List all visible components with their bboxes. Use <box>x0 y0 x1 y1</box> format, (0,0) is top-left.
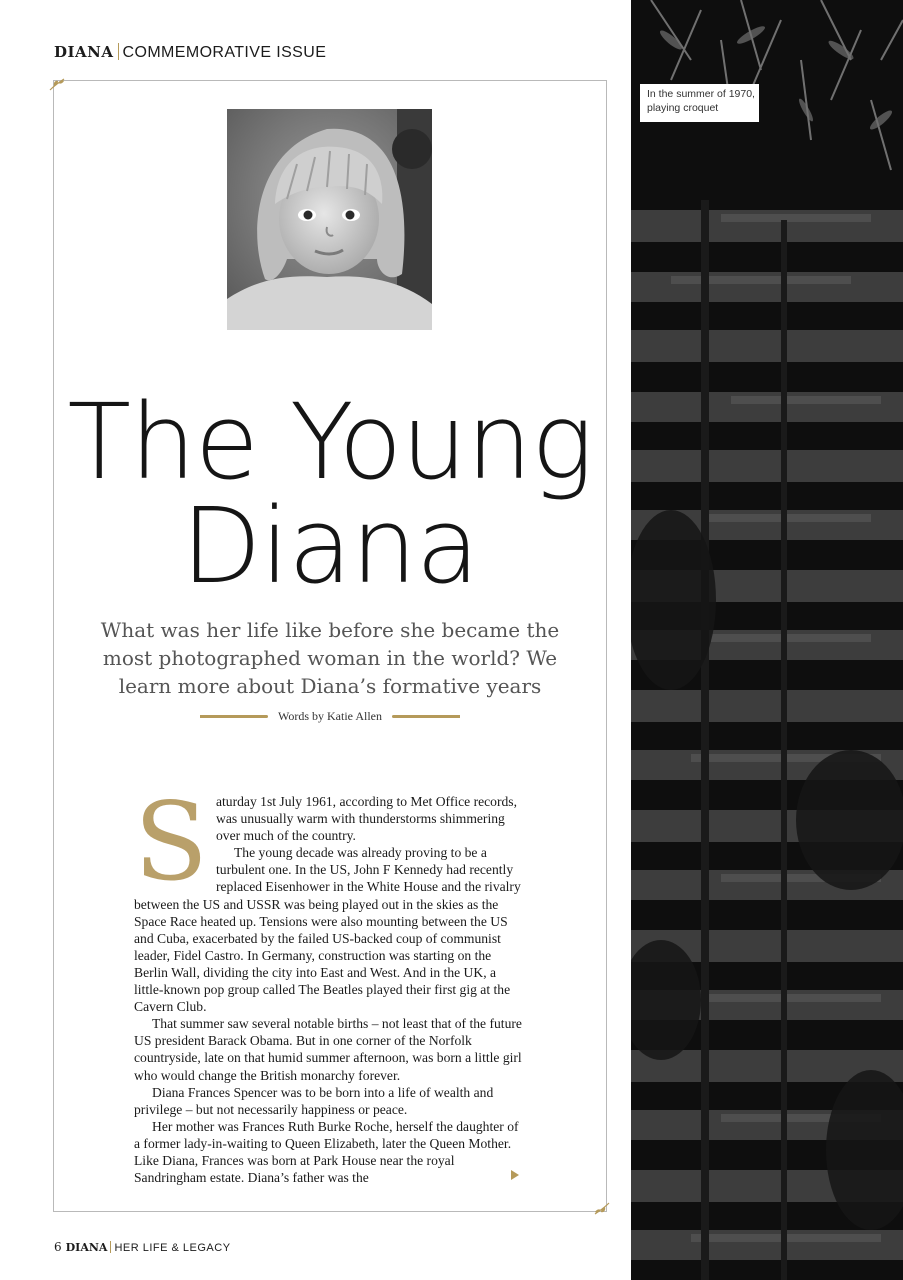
page-number: 6 <box>54 1240 62 1254</box>
body-paragraph: Her mother was Frances Ruth Burke Roche, herself the daughter of a former lady-in-waiting to Queen Elizabeth, later the Queen Mother. Like Diana, Frances was born at Park House near the royal Sandringham estate. Diana’s father was the <box>134 1118 519 1186</box>
title-line-2: Diana <box>181 485 479 607</box>
page-footer <box>54 1240 231 1255</box>
body-paragraph: aturday 1st July 1961, according to Met Office records, was unusually warm with thunderstorms shimmering over much of the country. <box>216 794 517 844</box>
footer-divider <box>110 1241 111 1253</box>
footer-brand: DIANA <box>65 1241 108 1254</box>
article-body <box>134 780 526 1186</box>
byline-text: Words by Katie Allen <box>277 709 382 723</box>
leaf-ornament-icon <box>49 77 65 91</box>
childhood-portrait-photo <box>227 109 432 330</box>
footer-subtitle: HER LIFE & LEGACY <box>114 1242 231 1254</box>
title-line-1: The Young <box>67 381 593 503</box>
standfirst: What was her life like before she became the most photographed woman in the world? We learn more about Diana’s formative years <box>100 618 560 698</box>
byline-rule-right <box>392 715 460 718</box>
croquet-photo <box>631 0 903 1280</box>
header-divider <box>118 43 119 60</box>
article-title <box>53 381 607 607</box>
continue-arrow-icon <box>511 1170 519 1180</box>
body-paragraph: The young decade was already proving to be a turbulent one. In the US, John F Kennedy had recently replaced Eisenhower in the White House and the rivalry between the US and USSR was being played out in the skies as the Space Race heated up. Tensions were also mounting between the US and Cuba, exacerbated by the failed US-backed coup of communist leader, Fidel Castro. In Germany, construction was starting on the Berlin Wall, dividing the city into East and West. And in the UK, a little-known pop group called The Beatles played their first gig at the Cavern Club. <box>134 845 521 1015</box>
photo-caption: In the summer of 1970, playing croquet <box>640 84 759 122</box>
header-section: COMMEMORATIVE ISSUE <box>122 44 327 61</box>
header-brand: DIANA <box>54 43 114 61</box>
drop-cap: S <box>134 780 208 905</box>
body-paragraph: That summer saw several notable births – not least that of the future US president Barack Obama. But in one corner of the Norfolk countryside, late on that humid summer afternoon, was born a little girl who would change the British monarchy forever. <box>134 1016 522 1083</box>
leaf-ornament-icon <box>594 1202 610 1216</box>
running-header <box>54 43 326 62</box>
body-paragraph: Diana Frances Spencer was to be born into a life of wealth and privilege – but not necessarily happiness or peace. <box>134 1084 494 1117</box>
byline <box>200 707 460 727</box>
